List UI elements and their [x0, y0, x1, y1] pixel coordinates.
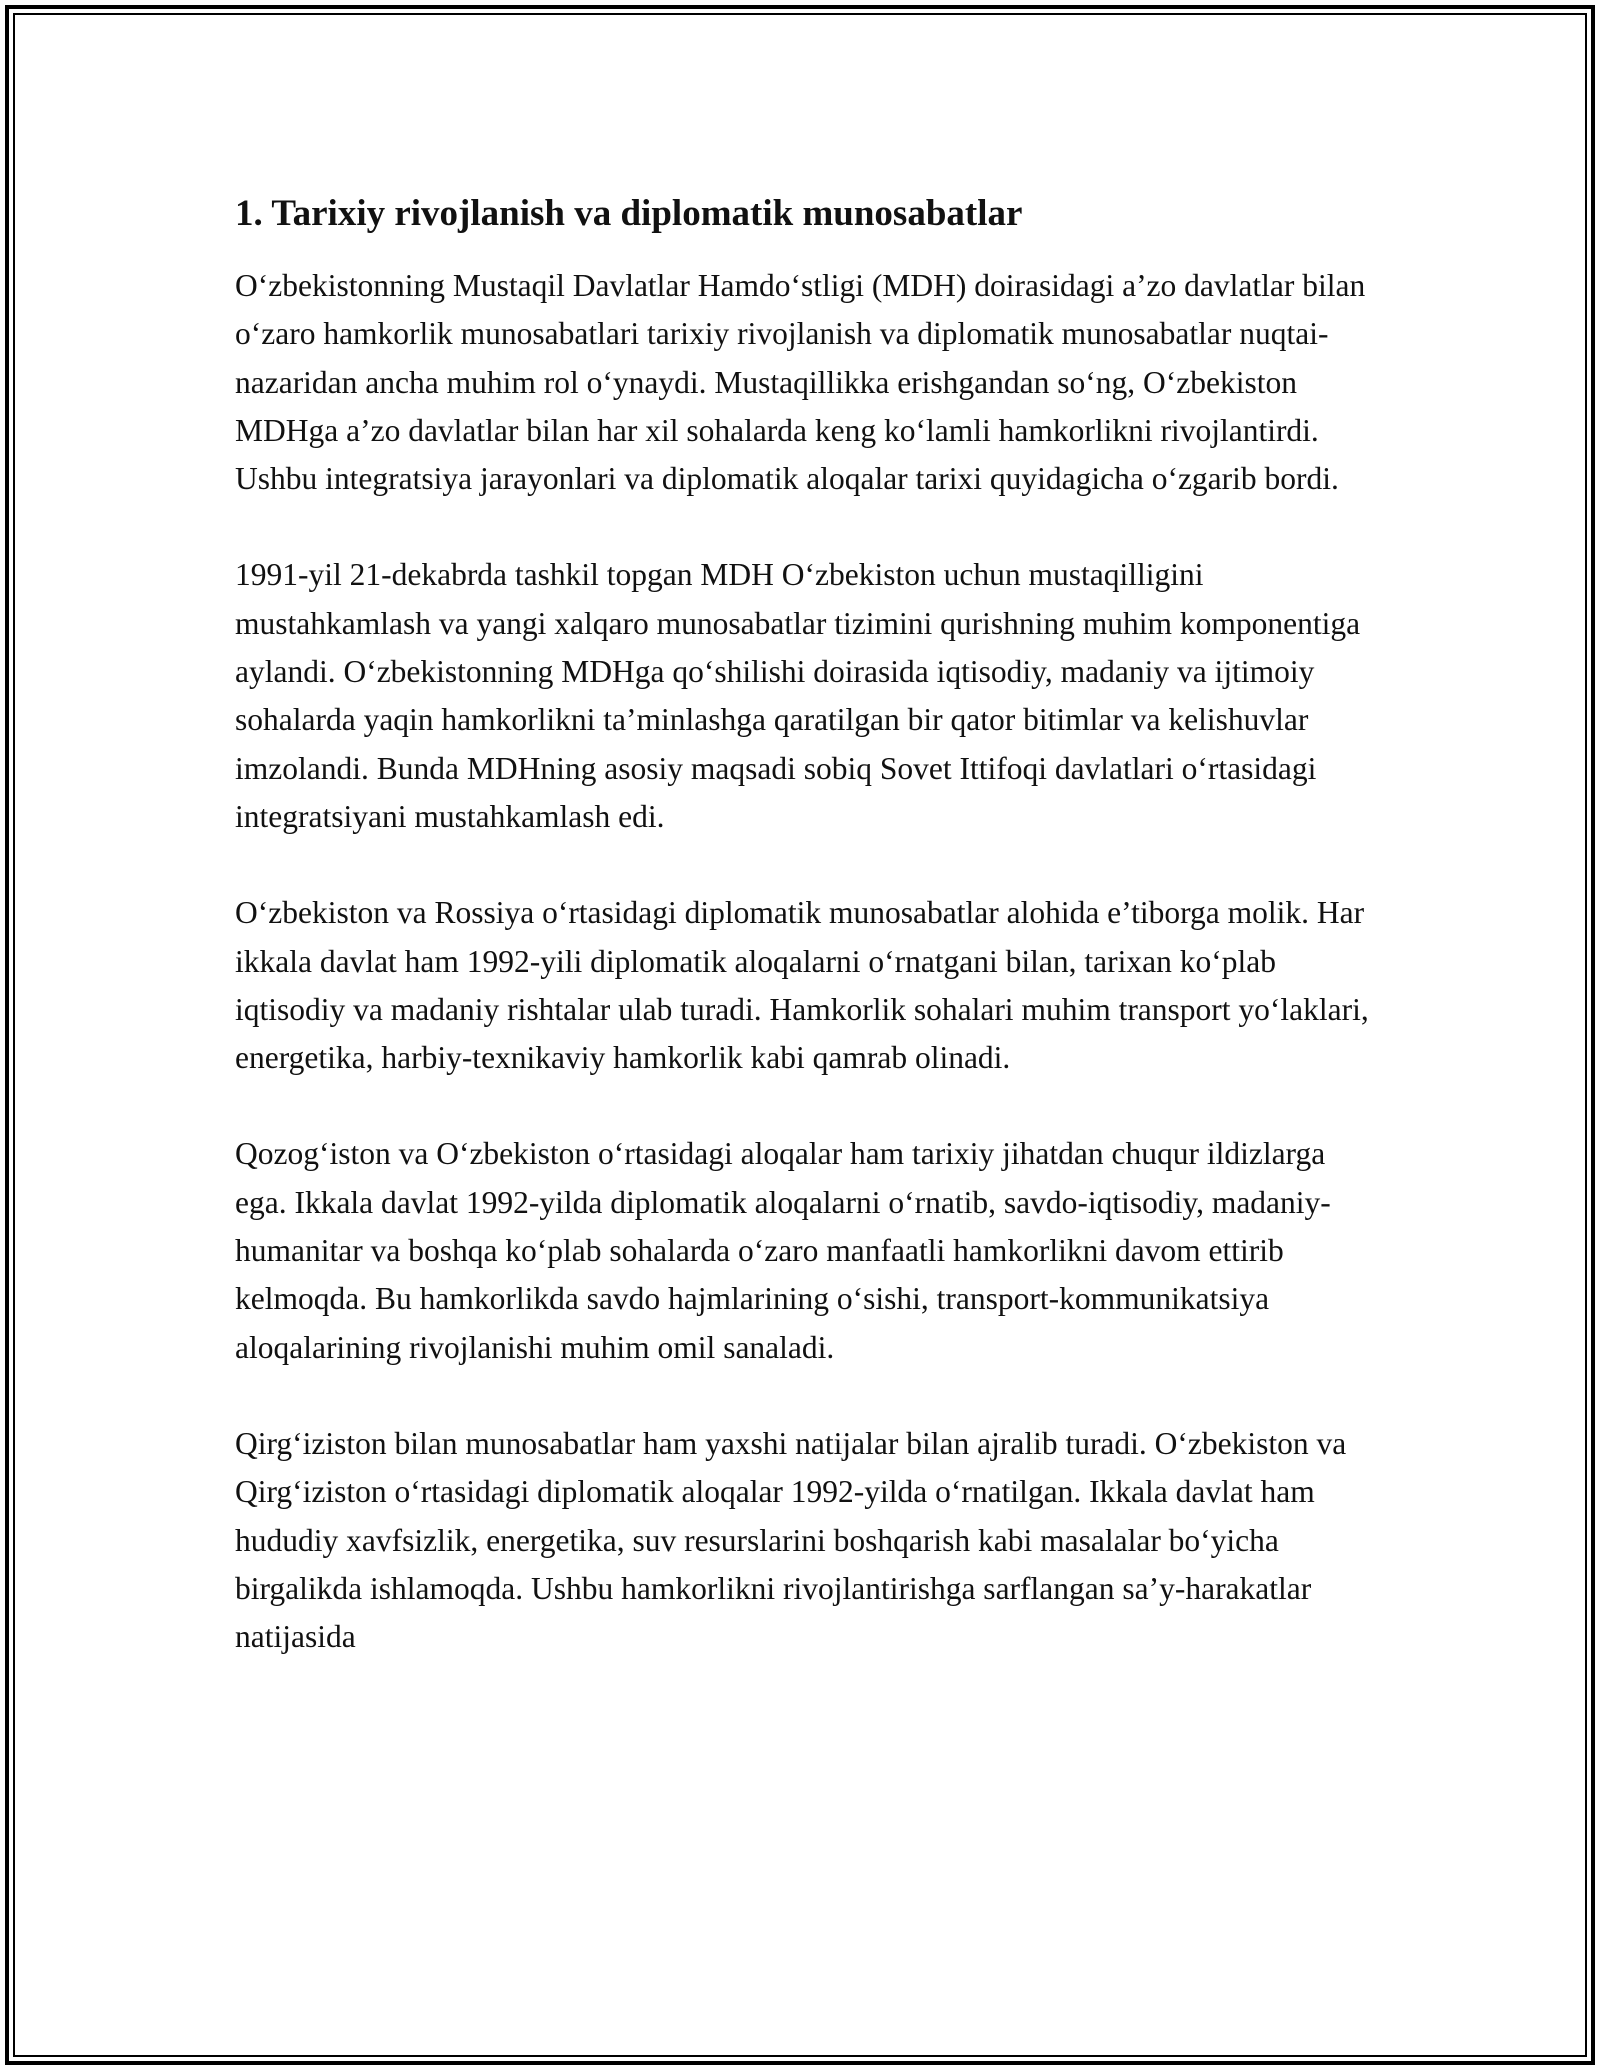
paragraph-1: O‘zbekistonning Mustaqil Davlatlar Hamdo‘stligi (MDH) doirasidagi a’zo davlatlar bilan o‘zaro hamkorlik munosabatlari tarixiy rivojlanish va diplomatik munosabatlar nuqtai-nazaridan ancha muhim rol o‘ynaydi. Mustaqillikka erishgandan so‘ng, O‘zbekiston MDHga a’zo davlatlar bilan har xil sohalarda keng ko‘lamli hamkorlikni rivojlantirdi. Ushbu integratsiya jarayonlari va diplomatik aloqalar tarixi quyidagicha o‘zgarib bordi.: [235, 268, 1366, 497]
paragraph-5: Qirg‘iziston bilan munosabatlar ham yaxshi natijalar bilan ajralib turadi. O‘zbekiston va Qirg‘iziston o‘rtasidagi diplomatik aloqalar 1992-yilda o‘rnatilgan. Ikkala davlat ham hududiy xavfsizlik, energetika, suv resurslarini boshqarish kabi masalalar bo‘yicha birgalikda ishlamoqda. Ushbu hamkorlikni rivojlantirishga sarflangan sa’y-harakatlar natijasida: [235, 1425, 1347, 1655]
document-body: [235, 188, 1375, 1661]
paragraph-2: 1991-yil 21-dekabrda tashkil topgan MDH O‘zbekiston uchun mustaqilligini mustahkamlash va yangi xalqaro munosabatlar tizimini qurishning muhim komponentiga aylandi. O‘zbekistonning MDHga qo‘shilishi doirasida iqtisodiy, madaniy va ijtimoiy sohalarda yaqin hamkorlikni ta’minlashga qaratilgan bir qator bitimlar va kelishuvlar imzolandi. Bunda MDHning asosiy maqsadi sobiq Sovet Ittifoqi davlatlari o‘rtasidagi integratsiyani mustahkamlash edi.: [235, 557, 1361, 834]
section-heading: 1. Tarixiy rivojlanish va diplomatik munosabatlar: [235, 193, 1023, 234]
paragraph-4: Qozog‘iston va O‘zbekiston o‘rtasidagi aloqalar ham tarixiy jihatdan chuqur ildizlarga ega. Ikkala davlat 1992-yilda diplomatik aloqalarni o‘rnatib, savdo-iqtisodiy, madaniy-humanitar va boshqa ko‘plab sohalarda o‘zaro manfaatli hamkorlikni davom ettirib kelmoqda. Bu hamkorlikda savdo hajmlarining o‘sishi, transport-kommunikatsiya aloqalarining rivojlanishi muhim omil sanaladi.: [235, 1136, 1331, 1365]
paragraph-3: O‘zbekiston va Rossiya o‘rtasidagi diplomatik munosabatlar alohida e’tiborga molik. Har ikkala davlat ham 1992-yili diplomatik aloqalarni o‘rnatgani bilan, tarixan ko‘plab iqtisodiy va madaniy rishtalar ulab turadi. Hamkorlik sohalari muhim transport yo‘laklari, energetika, harbiy-texnikaviy hamkorlik kabi qamrab olinadi.: [235, 895, 1369, 1076]
